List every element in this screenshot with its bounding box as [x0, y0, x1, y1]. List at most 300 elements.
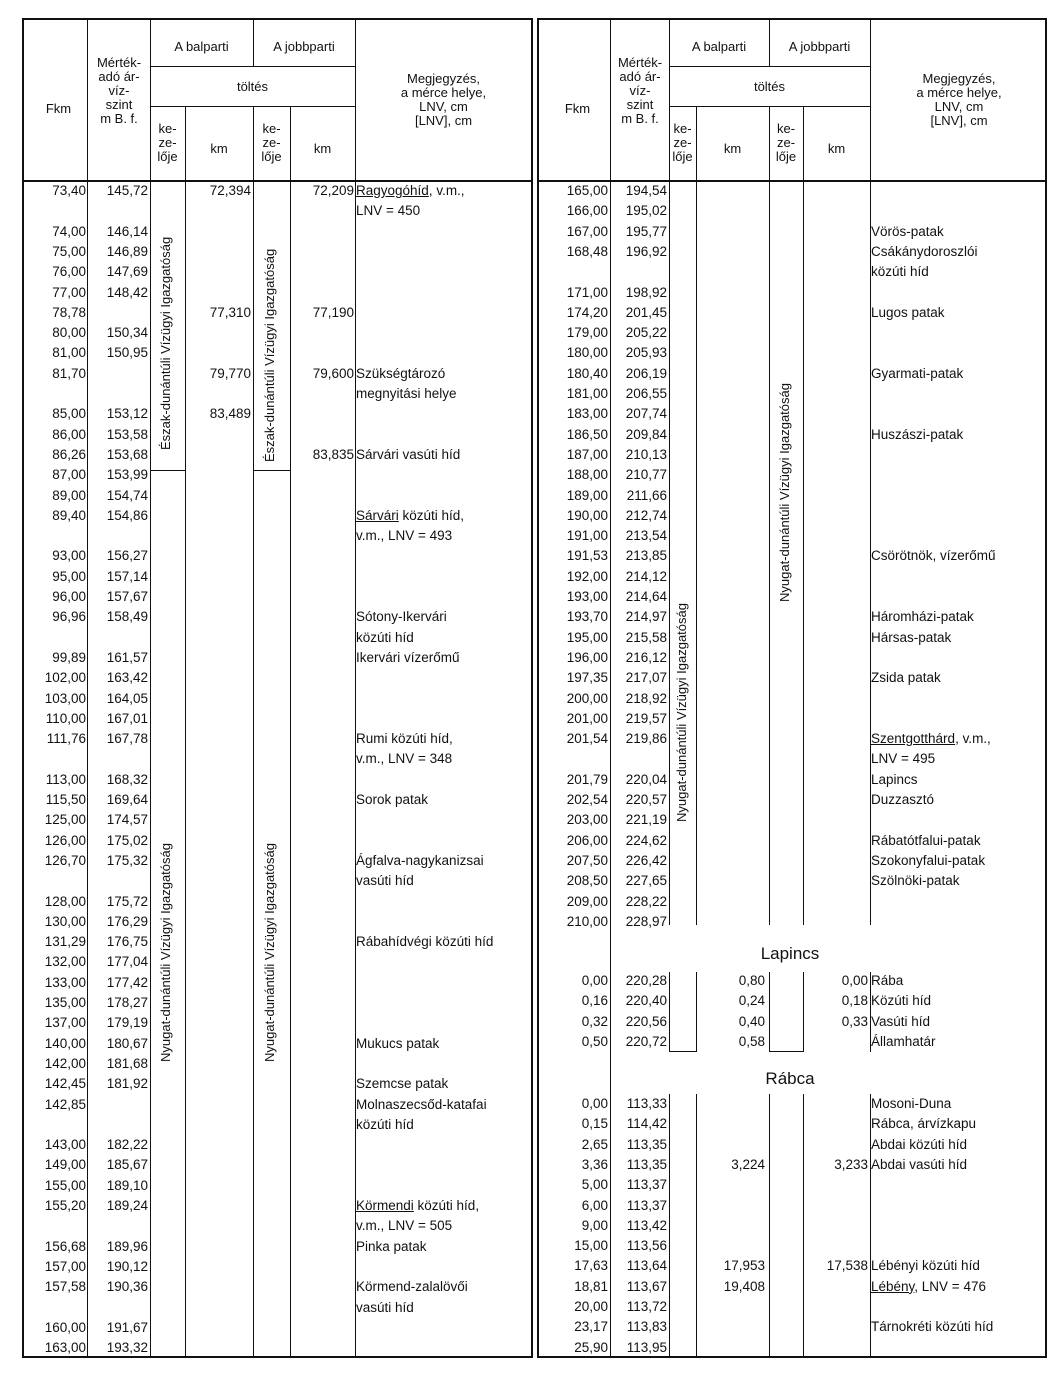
fkm-cell: 201,00	[566, 710, 608, 726]
fkm-cell: 0,32	[581, 1013, 608, 1029]
balparti-km-cell: 83,489	[209, 406, 251, 422]
fkm-cell: 103,00	[44, 690, 86, 706]
arvizszint-cell: 154,86	[106, 507, 148, 523]
header-km-bal: km	[210, 141, 228, 156]
note-cell: Szükségtározó	[356, 365, 446, 381]
arvizszint-cell: 174,57	[106, 812, 148, 828]
fkm-cell: 78,78	[52, 304, 86, 320]
arvizszint-cell: 218,92	[625, 690, 667, 706]
fkm-cell: 200,00	[566, 690, 608, 706]
balparti-km-cell: 0,40	[738, 1013, 765, 1029]
arvizszint-cell: 194,54	[625, 183, 667, 198]
arvizszint-cell: 153,68	[106, 446, 148, 462]
arvizszint-cell: 178,27	[106, 995, 148, 1010]
arvizszint-cell: 185,67	[106, 1157, 148, 1173]
arvizszint-cell: 211,66	[626, 487, 667, 503]
fkm-cell: 132,00	[44, 954, 86, 970]
fkm-cell: 102,00	[44, 670, 86, 686]
agency-label-eszak-bal: Észak-dunántúli Vízügyi Igazgatóság	[158, 236, 173, 450]
jobbparti-km-cell: 0,18	[841, 993, 868, 1009]
arvizszint-cell: 113,33	[626, 1096, 667, 1111]
arvizszint-cell: 175,32	[106, 852, 148, 868]
arvizszint-cell: 219,57	[625, 710, 667, 726]
arvizszint-cell: 113,35	[626, 1156, 667, 1172]
arvizszint-cell: 148,42	[106, 284, 148, 300]
fkm-cell: 202,54	[566, 792, 608, 807]
header-km-jobb: km	[313, 141, 332, 156]
arvizszint-cell: 220,56	[625, 1013, 667, 1029]
arvizszint-cell: 113,42	[626, 1217, 667, 1233]
header-jobbparti: A jobbparti	[273, 39, 335, 54]
fkm-cell: 89,00	[52, 487, 86, 503]
fkm-cell: 85,00	[52, 406, 86, 422]
arvizszint-cell: 221,19	[625, 812, 667, 828]
arvizszint-cell: 113,35	[626, 1136, 667, 1152]
fkm-cell: 111,76	[46, 731, 86, 747]
fkm-cell: 18,81	[574, 1278, 608, 1294]
fkm-cell: 167,00	[566, 223, 608, 239]
fkm-cell: 76,00	[52, 264, 86, 280]
agency-label-nyugat-jobb: Nyugat-dunántúli Vízügyi Igazgatóság	[262, 843, 277, 1062]
arvizszint-cell: 168,32	[106, 771, 148, 787]
arvizszint-cell: 164,05	[106, 690, 148, 706]
note-cell: Szölnöki-patak	[871, 873, 960, 889]
note-cell: Rába	[871, 973, 904, 988]
arvizszint-cell: 189,10	[106, 1177, 148, 1193]
fkm-cell: 195,00	[566, 629, 608, 645]
note-cell: Pinka patak	[356, 1238, 427, 1254]
arvizszint-cell: 228,97	[625, 913, 667, 929]
header-balparti-right: A balparti	[691, 39, 747, 54]
arvizszint-cell: 214,97	[625, 609, 667, 625]
arvizszint-cell: 113,56	[626, 1238, 667, 1254]
fkm-cell: 0,00	[581, 1096, 608, 1111]
arvizszint-cell: 190,36	[106, 1279, 148, 1295]
note-cell: Rábahídvégi közúti híd	[356, 934, 494, 950]
fkm-cell: 0,50	[581, 1033, 608, 1049]
balparti-km-cell: 0,80	[738, 973, 765, 988]
fkm-cell: 135,00	[44, 995, 86, 1010]
note-cell: LNV = 495	[871, 751, 936, 767]
header-balparti: A balparti	[174, 39, 229, 54]
fkm-cell: 181,00	[566, 386, 608, 401]
arvizszint-cell: 198,92	[625, 284, 667, 300]
fkm-cell: 163,00	[44, 1340, 86, 1356]
note-cell: Molnaszecsőd-katafai	[356, 1096, 487, 1112]
fkm-cell: 193,00	[566, 589, 608, 604]
fkm-cell: 9,00	[581, 1217, 608, 1233]
arvizszint-cell: 113,95	[626, 1339, 667, 1355]
fkm-cell: 86,26	[52, 446, 86, 462]
note-cell: Lugos patak	[871, 304, 945, 320]
note-cell: Abdai vasúti híd	[871, 1156, 968, 1172]
arvizszint-cell: 145,72	[106, 183, 148, 198]
arvizszint-cell: 193,32	[106, 1340, 148, 1356]
fkm-cell: 142,45	[44, 1076, 86, 1092]
header-kezeloje-jobb: ke- ze- lője	[261, 121, 282, 164]
arvizszint-cell: 163,42	[106, 670, 148, 686]
fkm-cell: 81,70	[52, 365, 86, 381]
arvizszint-cell: 169,64	[106, 792, 148, 807]
note-cell: Szentgotthárd, v.m.,	[871, 731, 991, 747]
jobbparti-km-cell: 77,190	[312, 304, 354, 320]
fkm-cell: 23,17	[574, 1319, 608, 1335]
fkm-cell: 96,96	[52, 609, 86, 625]
fkm-cell: 75,00	[52, 243, 86, 259]
arvizszint-cell: 153,58	[106, 426, 148, 442]
arvizszint-cell: 210,13	[625, 446, 667, 462]
fkm-cell: 74,00	[52, 223, 86, 239]
note-cell: Államhatár	[871, 1033, 936, 1049]
arvizszint-cell: 177,42	[106, 974, 148, 990]
arvizszint-cell: 214,12	[625, 568, 667, 584]
header-km-bal-right: km	[723, 141, 742, 156]
fkm-cell: 189,00	[566, 487, 608, 503]
arvizszint-cell: 214,64	[625, 589, 667, 604]
fkm-cell: 196,00	[566, 649, 608, 665]
arvizszint-cell: 154,74	[106, 487, 148, 503]
note-cell: Ikervári vízerőmű	[356, 649, 460, 665]
balparti-km-cell: 17,953	[723, 1258, 765, 1274]
arvizszint-cell: 213,54	[625, 528, 667, 544]
fkm-cell: 180,00	[566, 345, 608, 361]
jobbparti-km-cell: 0,00	[841, 973, 868, 988]
arvizszint-cell: 113,83	[626, 1319, 667, 1335]
arvizszint-cell: 147,69	[106, 264, 148, 280]
fkm-cell: 110,00	[45, 710, 86, 726]
arvizszint-cell: 190,12	[106, 1258, 148, 1274]
arvizszint-cell: 207,74	[625, 406, 667, 422]
note-cell: Szemcse patak	[356, 1076, 449, 1092]
arvizszint-cell: 113,37	[626, 1177, 667, 1193]
note-cell: Szokonyfalui-patak	[871, 852, 986, 868]
note-cell: v.m., LNV = 348	[356, 751, 453, 767]
fkm-cell: 157,58	[44, 1279, 86, 1295]
arvizszint-cell: 224,62	[625, 832, 667, 848]
fkm-cell: 81,00	[52, 345, 86, 361]
fkm-cell: 133,00	[44, 974, 86, 990]
note-cell: vasúti híd	[356, 1299, 414, 1315]
fkm-cell: 77,00	[52, 284, 86, 300]
note-cell: Mosoni-Duna	[871, 1096, 952, 1111]
balparti-km-cell: 3,224	[731, 1156, 765, 1172]
fkm-cell: 0,15	[581, 1116, 608, 1132]
note-cell: Vörös-patak	[871, 223, 944, 239]
arvizszint-cell: 181,92	[106, 1076, 148, 1092]
fkm-cell: 0,00	[581, 973, 608, 988]
header-arviz: Mérték- adó ár- víz- szint m B. f.	[96, 55, 142, 126]
arvizszint-cell: 215,58	[625, 629, 667, 645]
jobbparti-km-cell: 72,209	[312, 183, 354, 198]
note-cell: Sárvári vasúti híd	[356, 446, 461, 462]
fkm-cell: 87,00	[52, 467, 86, 483]
balparti-km-cell: 77,310	[209, 304, 251, 320]
fkm-cell: 155,00	[44, 1177, 86, 1193]
fkm-cell: 208,50	[566, 873, 608, 889]
arvizszint-cell: 146,89	[106, 243, 148, 259]
arvizszint-cell: 114,42	[626, 1116, 667, 1132]
fkm-cell: 203,00	[566, 812, 608, 828]
note-cell: Zsida patak	[871, 670, 941, 686]
fkm-cell: 140,00	[44, 1035, 86, 1051]
fkm-cell: 20,00	[574, 1299, 608, 1314]
note-cell: közúti híd	[356, 629, 414, 645]
note-cell: Körmend-zalalövői	[356, 1279, 468, 1295]
fkm-cell: 183,00	[566, 406, 608, 422]
arvizszint-cell: 175,02	[106, 832, 148, 848]
fkm-cell: 6,00	[581, 1197, 608, 1213]
fkm-cell: 207,50	[566, 852, 608, 868]
agency-label-eszak-jobb: Észak-dunántúli Vízügyi Igazgatóság	[262, 248, 277, 462]
note-cell: Rumi közúti híd,	[356, 731, 453, 747]
arvizszint-cell: 196,92	[625, 243, 667, 259]
arvizszint-cell: 205,93	[625, 345, 667, 361]
fkm-cell: 155,20	[44, 1198, 86, 1213]
arvizszint-cell: 177,04	[106, 954, 148, 970]
note-cell: Csörötnök, vízerőmű	[871, 548, 996, 564]
arvizszint-cell: 179,19	[106, 1015, 148, 1031]
note-cell: Rábatótfalui-patak	[871, 832, 981, 848]
balparti-km-cell: 0,58	[738, 1033, 765, 1049]
fkm-cell: 99,89	[52, 649, 86, 665]
fkm-cell: 191,53	[566, 548, 608, 564]
fkm-cell: 2,65	[581, 1136, 608, 1152]
arvizszint-cell: 206,19	[625, 365, 667, 381]
arvizszint-cell: 167,01	[106, 710, 148, 726]
arvizszint-cell: 158,49	[106, 609, 148, 625]
note-cell: Mukucs patak	[356, 1035, 440, 1051]
fkm-cell: 125,00	[44, 812, 86, 828]
note-cell: v.m., LNV = 493	[356, 528, 453, 544]
fkm-cell: 180,40	[566, 365, 608, 381]
arvizszint-cell: 212,74	[625, 507, 667, 523]
header-toltes-right: töltés	[753, 79, 786, 94]
arvizszint-cell: 217,07	[625, 670, 667, 686]
header-kezeloje-bal: ke- ze- lője	[157, 121, 178, 164]
note-cell: közúti híd	[356, 1116, 414, 1132]
header-fkm-right: Fkm	[564, 101, 591, 116]
fkm-cell: 206,00	[566, 832, 608, 848]
balparti-km-cell: 19,408	[723, 1278, 765, 1294]
arvizszint-cell: 153,99	[106, 467, 148, 483]
jobbparti-km-cell: 3,233	[834, 1156, 868, 1172]
arvizszint-cell: 216,12	[625, 649, 667, 665]
arvizszint-cell: 219,86	[625, 731, 667, 747]
header-arviz-right: Mérték- adó ár- víz- szint m B. f.	[617, 55, 663, 126]
note-cell: Hársas-patak	[871, 629, 952, 645]
fkm-cell: 168,48	[566, 243, 608, 259]
arvizszint-cell: 209,84	[625, 426, 667, 442]
arvizszint-cell: 157,67	[106, 589, 148, 604]
note-cell: Háromházi-patak	[871, 609, 974, 625]
arvizszint-cell: 167,78	[106, 731, 148, 747]
fkm-cell: 86,00	[52, 426, 86, 442]
arvizszint-cell: 150,95	[106, 345, 148, 361]
fkm-cell: 186,50	[566, 426, 608, 442]
arvizszint-cell: 150,34	[106, 325, 148, 341]
agency-label-nyugat-bal: Nyugat-dunántúli Vízügyi Igazgatóság	[158, 843, 173, 1062]
note-cell: Sótony-Ikervári	[356, 609, 447, 625]
fkm-cell: 171,00	[566, 284, 608, 300]
fkm-cell: 149,00	[44, 1157, 86, 1173]
fkm-cell: 201,54	[566, 731, 608, 747]
arvizszint-cell: 228,22	[625, 893, 667, 909]
arvizszint-cell: 191,67	[106, 1319, 148, 1335]
fkm-cell: 187,00	[566, 446, 608, 462]
arvizszint-cell: 180,67	[106, 1035, 148, 1051]
fkm-cell: 137,00	[44, 1015, 86, 1031]
note-cell: Huszászi-patak	[871, 426, 964, 442]
arvizszint-cell: 113,64	[626, 1258, 667, 1274]
fkm-cell: 3,36	[581, 1156, 608, 1172]
balparti-km-cell: 0,24	[738, 993, 765, 1009]
header-megjegyzes: Megjegyzés, a mérce helye, LNV, cm [LNV], cm	[400, 71, 487, 128]
fkm-cell: 113,00	[45, 771, 86, 787]
arvizszint-cell: 201,45	[625, 304, 667, 320]
fkm-cell: 15,00	[574, 1238, 608, 1254]
fkm-cell: 197,35	[566, 670, 608, 686]
fkm-cell: 160,00	[44, 1319, 86, 1335]
fkm-cell: 191,00	[566, 528, 608, 544]
note-cell: megnyitási helye	[356, 386, 457, 401]
fkm-cell: 115,50	[45, 792, 86, 807]
fkm-cell: 143,00	[44, 1137, 86, 1153]
header-kezeloje-bal-right: ke- ze- lője	[672, 121, 693, 164]
fkm-cell: 192,00	[566, 568, 608, 584]
arvizszint-cell: 146,14	[106, 223, 148, 239]
arvizszint-cell: 220,04	[625, 771, 667, 787]
note-cell: Gyarmati-patak	[871, 365, 964, 381]
arvizszint-cell: 220,28	[625, 973, 667, 988]
arvizszint-cell: 182,22	[106, 1137, 148, 1153]
note-cell: közúti híd	[871, 264, 929, 280]
fkm-cell: 95,00	[52, 568, 86, 584]
arvizszint-cell: 205,22	[625, 325, 667, 341]
note-cell: Lébény, LNV = 476	[871, 1278, 986, 1294]
balparti-km-cell: 79,770	[209, 365, 251, 381]
header-km-jobb-right: km	[827, 141, 846, 156]
header-fkm: Fkm	[45, 101, 72, 116]
fkm-cell: 142,00	[44, 1055, 86, 1071]
arvizszint-cell: 220,72	[625, 1033, 667, 1049]
fkm-cell: 130,00	[44, 913, 86, 929]
fkm-cell: 179,00	[566, 325, 608, 341]
fkm-cell: 165,00	[566, 183, 608, 198]
fkm-cell: 93,00	[52, 548, 86, 564]
arvizszint-cell: 181,68	[106, 1055, 148, 1071]
arvizszint-cell: 189,96	[106, 1238, 148, 1254]
note-cell: Lapincs	[871, 771, 918, 787]
arvizszint-cell: 210,77	[625, 467, 667, 483]
jobbparti-km-cell: 83,835	[312, 446, 354, 462]
fkm-cell: 131,29	[44, 934, 86, 950]
note-cell: Vasúti híd	[871, 1013, 931, 1029]
note-cell: Csákánydoroszlói	[871, 243, 978, 259]
fkm-cell: 174,20	[566, 304, 608, 320]
fkm-cell: 201,79	[566, 771, 608, 787]
fkm-cell: 80,00	[52, 325, 86, 341]
agency-label-nyugat-bal-right: Nyugat-dunántúli Vízügyi Igazgatóság	[674, 603, 689, 822]
note-cell: LNV = 450	[356, 203, 421, 219]
jobbparti-km-cell: 0,33	[841, 1013, 868, 1029]
arvizszint-cell: 176,75	[106, 934, 148, 950]
section-title-rabca: Rábca	[765, 1069, 815, 1088]
note-cell: Duzzasztó	[871, 792, 935, 807]
arvizszint-cell: 226,42	[625, 852, 667, 868]
fkm-cell: 166,00	[566, 203, 608, 219]
note-cell: Tárnokréti közúti híd	[871, 1319, 994, 1335]
fkm-cell: 126,70	[44, 852, 86, 868]
fkm-cell: 142,85	[44, 1096, 86, 1112]
header-jobbparti-right: A jobbparti	[788, 39, 851, 54]
fkm-cell: 25,90	[574, 1339, 608, 1355]
note-cell: v.m., LNV = 505	[356, 1218, 453, 1234]
arvizszint-cell: 156,27	[106, 548, 148, 564]
arvizszint-cell: 113,72	[626, 1299, 667, 1314]
arvizszint-cell: 175,72	[106, 893, 148, 909]
fkm-cell: 128,00	[44, 893, 86, 909]
note-cell: Rábca, árvízkapu	[871, 1116, 977, 1132]
arvizszint-cell: 157,14	[106, 568, 148, 584]
arvizszint-cell: 227,65	[625, 873, 667, 889]
jobbparti-km-cell: 79,600	[312, 365, 354, 381]
arvizszint-cell: 213,85	[625, 548, 667, 564]
section-title-lapincs: Lapincs	[760, 944, 820, 963]
arvizszint-cell: 220,57	[625, 792, 667, 807]
note-cell: Abdai közúti híd	[871, 1136, 968, 1152]
arvizszint-cell: 220,40	[625, 993, 667, 1009]
arvizszint-cell: 153,12	[106, 406, 148, 422]
note-cell: Sorok patak	[356, 792, 429, 807]
fkm-cell: 193,70	[566, 609, 608, 625]
fkm-cell: 73,40	[52, 183, 86, 198]
agency-label-nyugat-jobb-right: Nyugat-dunántúli Vízügyi Igazgatóság	[777, 383, 792, 602]
header-megjegyzes-right: Megjegyzés, a mérce helye, LNV, cm [LNV], cm	[916, 71, 1002, 128]
fkm-cell: 210,00	[566, 913, 608, 929]
arvizszint-cell: 195,77	[625, 223, 667, 239]
fkm-cell: 0,16	[581, 993, 608, 1009]
note-cell: vasúti híd	[356, 873, 414, 889]
header-toltes: töltés	[236, 79, 269, 94]
arvizszint-cell: 113,67	[626, 1278, 667, 1294]
note-cell: Sárvári közúti híd,	[356, 507, 465, 523]
note-cell: Ágfalva-nagykanizsai	[356, 852, 484, 868]
note-cell: Közúti híd	[871, 993, 932, 1009]
arvizszint-cell: 176,29	[106, 913, 148, 929]
fkm-cell: 188,00	[566, 467, 608, 483]
fkm-cell: 126,00	[44, 832, 86, 848]
fkm-cell: 190,00	[566, 507, 608, 523]
arvizszint-cell: 189,24	[106, 1198, 148, 1213]
fkm-cell: 96,00	[52, 589, 86, 604]
arvizszint-cell: 206,55	[625, 386, 667, 401]
header-kezeloje-jobb-right: ke- ze- lője	[775, 121, 797, 164]
fkm-cell: 5,00	[581, 1177, 608, 1193]
fkm-cell: 89,40	[52, 507, 86, 523]
balparti-km-cell: 72,394	[209, 183, 251, 198]
jobbparti-km-cell: 17,538	[826, 1258, 868, 1274]
arvizszint-cell: 161,57	[106, 649, 148, 665]
fkm-cell: 209,00	[566, 893, 608, 909]
fkm-cell: 157,00	[44, 1258, 86, 1274]
fkm-cell: 156,68	[44, 1238, 86, 1254]
fkm-cell: 17,63	[574, 1258, 608, 1274]
note-cell: Lébényi közúti híd	[871, 1258, 980, 1274]
arvizszint-cell: 113,37	[626, 1197, 667, 1213]
note-cell: Ragyogóhíd, v.m.,	[356, 183, 465, 198]
note-cell: Körmendi közúti híd,	[356, 1198, 480, 1213]
arvizszint-cell: 195,02	[625, 203, 667, 219]
